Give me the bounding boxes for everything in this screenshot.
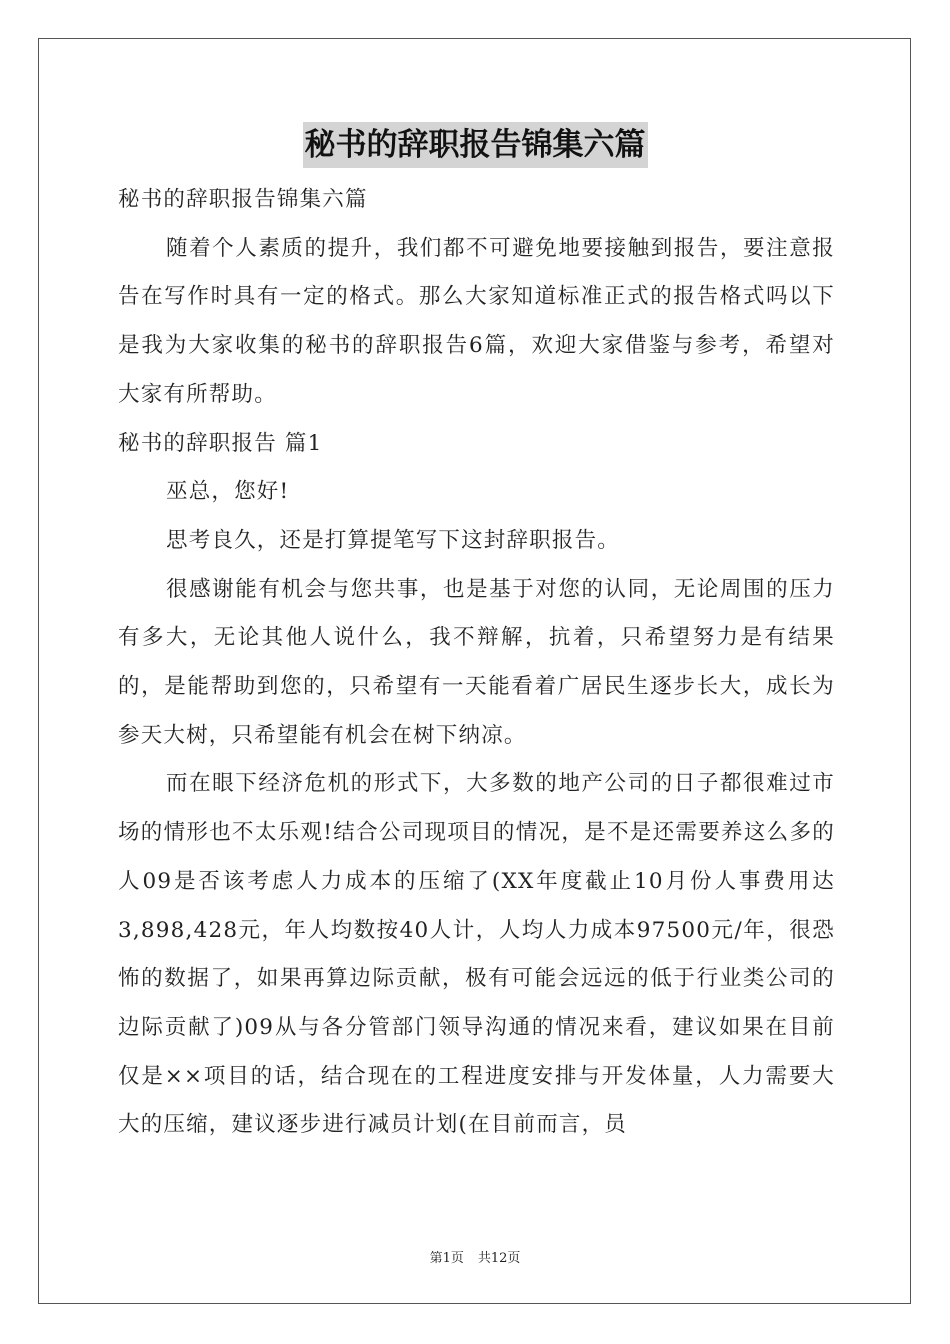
document-title: 秘书的辞职报告锦集六篇 <box>303 122 648 168</box>
title-container <box>0 122 950 168</box>
page-total: 共12页 <box>477 1251 521 1266</box>
section-heading: 秘书的辞职报告 篇1 <box>118 430 323 456</box>
paragraph: 很感谢能有机会与您共事，也是基于对您的认同，无论周围的压力有多大，无论其他人说什么，我不辩解，抗着，只希望努力是有结果的，是能帮助到您的，只希望有一天能看着广居民生逐步长大，成长为参天大树，只希望能有机会在树下纳凉。 <box>118 576 835 748</box>
page-footer <box>0 1247 950 1266</box>
paragraph: 巫总，您好! <box>166 479 290 505</box>
paragraph: 随着个人素质的提升，我们都不可避免地要接触到报告，要注意报告在写作时具有一定的格式。那么大家知道标准正式的报告格式吗以下是我为大家收集的秘书的辞职报告6篇，欢迎大家借鉴与参考，希望对大家有所帮助。 <box>118 235 835 407</box>
page-number: 第1页 <box>429 1251 464 1266</box>
paragraph: 秘书的辞职报告锦集六篇 <box>118 187 368 212</box>
paragraph: 而在眼下经济危机的形式下，大多数的地产公司的日子都很难过市场的情形也不太乐观!结合公司现项目的情况，是不是还需要养这么多的人09是否该考虑人力成本的压缩了(XX年度截止10月份人事费用达3,898,428元，年人均数按40人计，人均人力成本97500元/年，很恐怖的数据了，如果再算边际贡献，极有可能会远远的低于行业类公司的边际贡献了)09从与各分管部门领导沟通的情况来看，建议如果在目前仅是××项目的话，结合现在的工程进度安排与开发体量，人力需要大大的压缩，建议逐步进行减员计划(在目前而言，员 <box>118 771 835 1138</box>
paragraph: 思考良久，还是打算提笔写下这封辞职报告。 <box>166 527 621 553</box>
document-body <box>118 176 835 1150</box>
